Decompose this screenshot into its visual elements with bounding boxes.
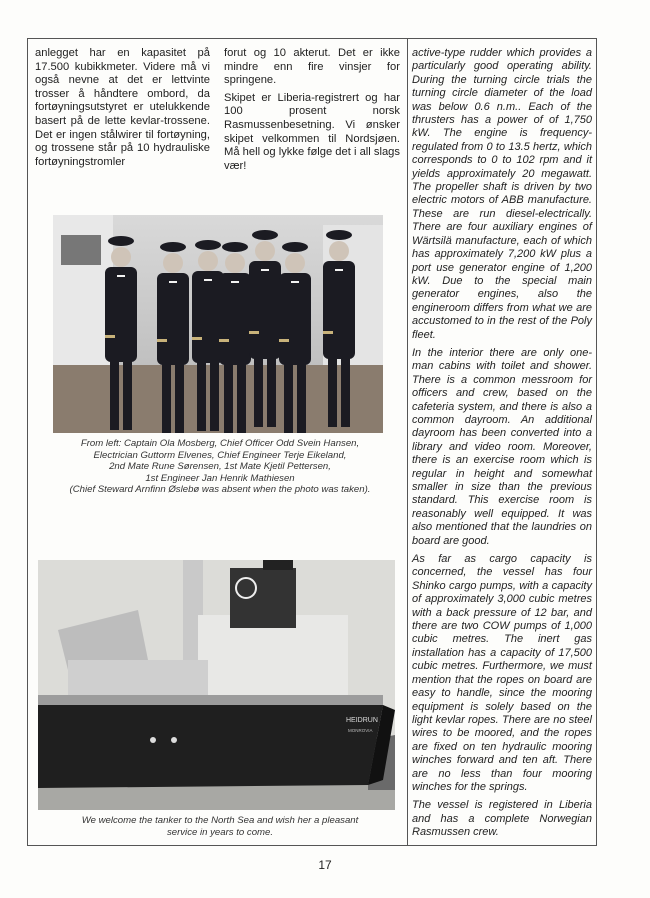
caption-line: service in years to come. <box>166 826 274 838</box>
caption-line: (Chief Steward Arnfinn Øslebø was absent when the photo was taken). <box>69 484 371 496</box>
caption-line: 2nd Mate Rune Sørensen, 1st Mate Kjetil Pettersen, <box>109 461 331 473</box>
crew-photo-illustration <box>53 215 383 433</box>
ship-photo <box>38 560 395 810</box>
ship-photo-caption <box>40 815 400 838</box>
tanker-illustration <box>38 560 395 810</box>
page-number: 17 <box>318 858 332 872</box>
norwegian-column-1 <box>35 47 210 173</box>
paragraph: forut og 10 akterut. Det er ikke mindre enn fire vinsjer for springene. <box>224 47 400 87</box>
norwegian-column-2 <box>224 47 400 177</box>
paragraph: anlegget har en kapasitet på 17.500 kubikkmeter. Videre må vi også nevne at det er lettvinte trosser å håndtere ombord, da fortøyningsutstyret er utelukkende basert på de lette kevlar-trossene. Det er ingen stålwirer til fortøyning, og trossene står på 10 hydrauliske fortøyningstromler <box>35 47 210 168</box>
english-column <box>412 47 592 845</box>
caption-line: We welcome the tanker to the North Sea and wish her a pleasant <box>81 815 359 826</box>
caption-line: Electrician Guttorm Elvenes, Chief Engineer Terje Eikeland, <box>93 449 347 461</box>
paragraph: active-type rudder which provides a particularly good operating ability. During the turning circle trials the turning circle diameter of the load was below 0.6 n.m.. Each of the thrusters has a power of of 1,750 kW. The engine is frequency-regulated from 0 to 13.5 hertz, which corresponds to 0 to 102 rpm and it yields approximately 20 megawatt. The propeller shaft is driven by two electric motors of ABB manufacture. These are run diesel-electrically. There are four auxiliary engines of Wärtsilä manufacture, each of which has approximately 7,200 kW plus a port use generator engine of 1,200 kW. Due to the special main generator engines, also the engineroom differs from what we are accustomed to in the rest of the Poly fleet. <box>412 47 592 341</box>
paragraph: Skipet er Liberia-registrert og har 100 prosent norsk Rasmussenbesetning. Vi ønsker skipet velkommen til Nordsjøen. Må hell og lykke følge det i all slags vær! <box>224 91 400 172</box>
paragraph: The vessel is registered in Liberia and has a complete Norwegian Rasmussen crew. <box>412 799 592 839</box>
crew-photo-caption <box>40 438 400 496</box>
caption-line: From left: Captain Ola Mosberg, Chief Officer Odd Svein Hansen, <box>80 438 360 449</box>
crew-photo <box>53 215 383 433</box>
caption-line: 1st Engineer Jan Henrik Mathiesen <box>145 472 295 484</box>
ship-name: HEIDRUN <box>346 717 378 724</box>
ship-port: MONROVIA <box>348 728 373 733</box>
paragraph: In the interior there are only one-man cabins with toilet and shower. There is a common messroom for officers and crew, based on the cafeteria system, and there is also a common dayroom. An additional dayroom has been converted into a library and video room. Moreover, there is an exercise room which is regular in height and somewhat smaller in size than the previous standard. This exercise room is reasonably well equipped. It was also mentioned that the laundries on board are good. <box>412 346 592 547</box>
paragraph: As far as cargo capacity is concerned, the vessel has four Shinko cargo pumps, with a capacity of approximately 3,000 cubic metres with a back pressure of 12 bar, and there are two COW pumps of 1,000 cubic metres. The inert gas installation has a capacity of 17,500 cubic metres. Furthermore, we must mention that the ropes on board are easy to handle, since the mooring equipment is solely based on the light kevlar ropes. There are no steel wires to be moored, and the ropes are fixed on ten hydraulic mooring winches forward and ten aft. There are no less than four mooring winches for the springs. <box>412 553 592 793</box>
column-divider <box>407 38 408 846</box>
